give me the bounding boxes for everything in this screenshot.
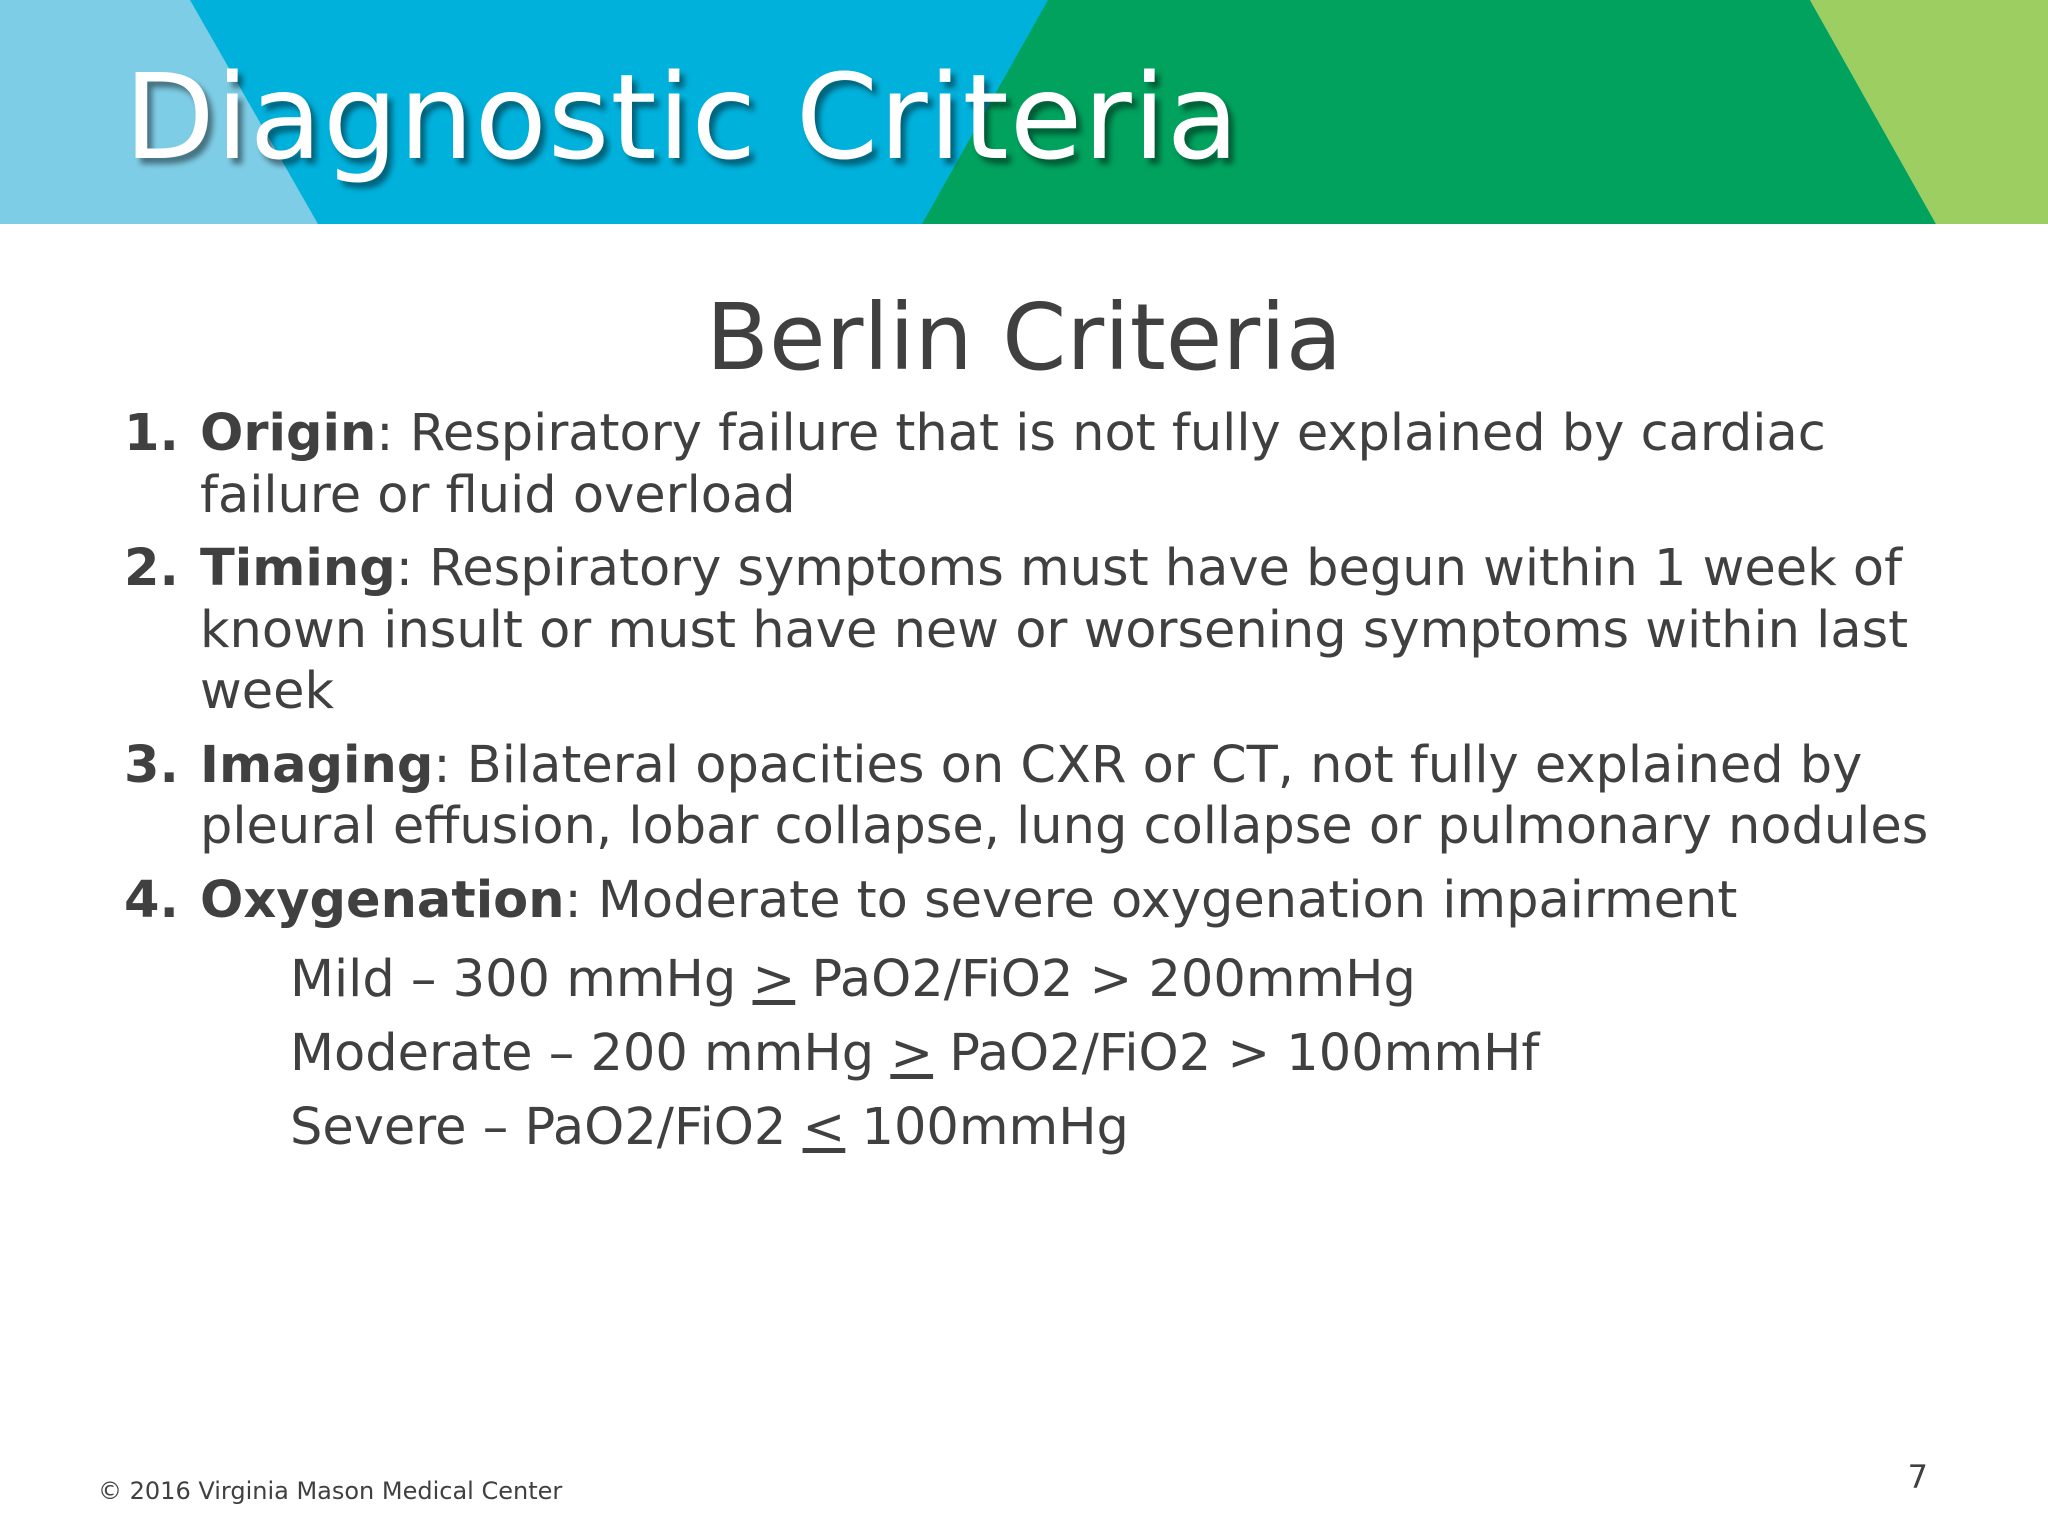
criterion-label: Origin [200,404,377,463]
criterion-number: 1. [124,404,179,463]
severity-mild [290,943,1964,1017]
comparison-symbol: > [890,1024,934,1083]
criterion-timing [124,538,1964,723]
criterion-number: 4. [124,870,179,930]
criterion-text: : Bilateral opacities on CXR or CT, not fully explained by pleural effusion, lobar collapse, lung collapse or pulmonary nodules [200,735,1929,856]
severity-text: PaO2/FiO2 > 200mmHg [795,950,1416,1009]
criteria-list [124,403,1964,1177]
severity-text: Severe – PaO2/FiO2 [290,1098,803,1157]
comparison-symbol: > [752,950,796,1009]
criterion-text: : Respiratory symptoms must have begun within 1 week of known insult or must have new or worsening symptoms within last week [200,539,1909,721]
severity-moderate [290,1017,1964,1091]
slide-title: Diagnostic Criteria [124,48,1240,186]
footer-copyright: © 2016 Virginia Mason Medical Center [98,1477,563,1505]
severity-text: PaO2/FiO2 > 100mmHf [933,1024,1540,1083]
criterion-label: Oxygenation [200,870,565,930]
criterion-oxygenation [124,870,1964,1166]
criterion-label: Imaging [200,735,434,795]
severity-text: Moderate – 200 mmHg [290,1024,891,1083]
criterion-origin [124,403,1964,526]
criterion-text: : Respiratory failure that is not fully explained by cardiac failure or fluid overload [200,404,1826,525]
criterion-number: 2. [124,539,179,598]
header-banner [0,0,2048,224]
criterion-number: 3. [124,735,179,795]
slide-page-number: 7 [1907,1458,1928,1496]
criterion-label: Timing [200,539,396,598]
slide-subtitle: Berlin Criteria [705,284,1343,391]
oxygenation-severity-list [290,943,1964,1165]
comparison-symbol: < [802,1098,846,1157]
severity-text: Mild – 300 mmHg [290,950,753,1009]
severity-severe [290,1091,1964,1165]
criterion-imaging [124,735,1964,858]
criterion-text: : Moderate to severe oxygenation impairment [564,870,1738,930]
severity-text: 100mmHg [845,1098,1129,1157]
